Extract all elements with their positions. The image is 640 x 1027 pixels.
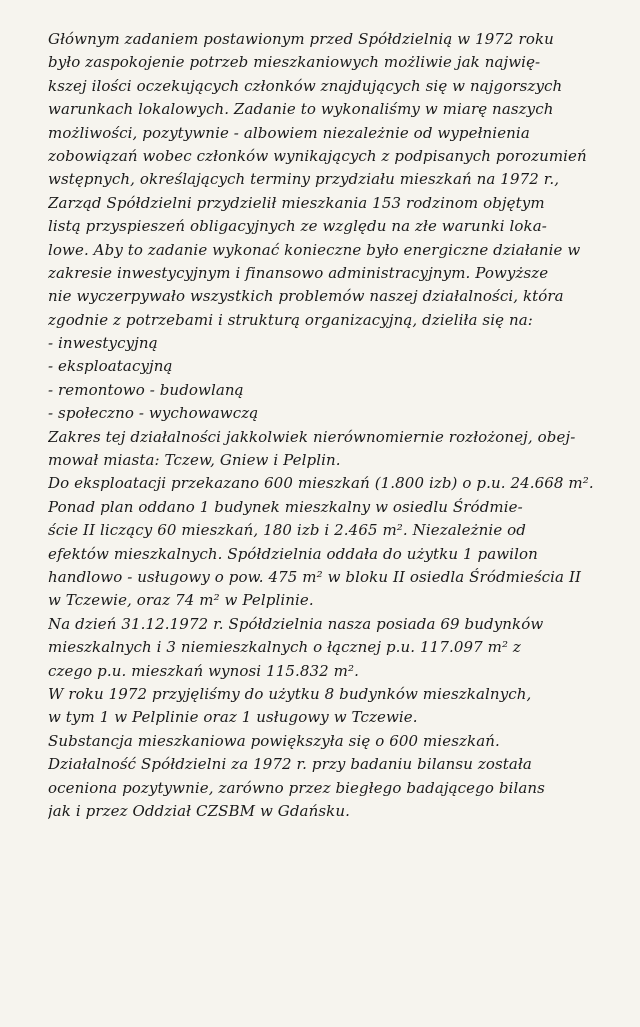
text-line: zobowiązań wobec członków wynikających z podpisanych porozumień bbox=[48, 146, 587, 165]
text-line: zgodnie z potrzebami i strukturą organizacyjną, dzieliła się na: bbox=[48, 310, 533, 329]
text-line: kszej ilości oczekujących członków znajdujących się w najgorszych bbox=[48, 76, 563, 95]
text-line: mował miasta: Tczew, Gniew i Pelplin. bbox=[48, 451, 341, 470]
list-item: - społeczno - wychowawczą bbox=[48, 404, 259, 423]
text-line: wstępnych, określających terminy przydziału mieszkań na 1972 r., bbox=[48, 170, 560, 189]
handwritten-text-body bbox=[48, 28, 608, 823]
text-line: lowe. Aby to zadanie wykonać konieczne było energiczne działanie w bbox=[48, 240, 581, 259]
text-line: możliwości, pozytywnie - albowiem niezależnie od wypełnienia bbox=[48, 123, 530, 142]
text-line: handlowo - usługowy o pow. 475 m² w bloku II osiedla Śródmieścia II bbox=[48, 567, 582, 586]
text-line: Na dzień 31.12.1972 r. Spółdzielnia nasza posiada 69 budynków bbox=[48, 614, 544, 633]
text-line: Ponad plan oddano 1 budynek mieszkalny w osiedlu Śródmie- bbox=[48, 497, 523, 516]
text-line: Substancja mieszkaniowa powiększyła się o 600 mieszkań. bbox=[48, 731, 500, 750]
text-line: oceniona pozytywnie, zarówno przez biegłego badającego bilans bbox=[48, 778, 545, 797]
text-line: warunkach lokalowych. Zadanie to wykonaliśmy w miarę naszych bbox=[48, 100, 554, 119]
text-line: listą przyspieszeń obligacyjnych ze względu na złe warunki loka- bbox=[48, 217, 547, 236]
text-line: w tym 1 w Pelplinie oraz 1 usługowy w Tczewie. bbox=[48, 708, 418, 727]
text-line: Głównym zadaniem postawionym przed Spółdzielnią w 1972 roku bbox=[48, 30, 554, 48]
text-line: ście II liczący 60 mieszkań, 180 izb i 2.465 m². Niezależnie od bbox=[48, 521, 527, 540]
text-line: było zaspokojenie potrzeb mieszkaniowych możliwie jak najwię- bbox=[48, 53, 541, 72]
text-line: mieszkalnych i 3 niemieszkalnych o łącznej p.u. 117.097 m² z bbox=[48, 638, 521, 657]
text-line: Do eksploatacji przekazano 600 mieszkań (1.800 izb) o p.u. 24.668 m². bbox=[48, 474, 594, 493]
text-line: W roku 1972 przyjęliśmy do użytku 8 budynków mieszkalnych, bbox=[48, 684, 532, 703]
text-line: zakresie inwestycyjnym i finansowo administracyjnym. Powyższe bbox=[48, 263, 549, 282]
text-line: czego p.u. mieszkań wynosi 115.832 m². bbox=[48, 661, 359, 680]
text-line: efektów mieszkalnych. Spółdzielnia oddała do użytku 1 pawilon bbox=[48, 544, 538, 563]
list-item: - eksploatacyjną bbox=[48, 357, 173, 376]
text-line: w Tczewie, oraz 74 m² w Pelplinie. bbox=[48, 591, 314, 610]
text-line: Zarząd Spółdzielni przydzielił mieszkania 153 rodzinom objętym bbox=[48, 193, 545, 212]
list-item: - remontowo - budowlaną bbox=[48, 380, 244, 399]
list-item: - inwestycyjną bbox=[48, 334, 158, 353]
text-line: Działalność Spółdzielni za 1972 r. przy badaniu bilansu została bbox=[48, 755, 532, 774]
text-line: jak i przez Oddział CZSBM w Gdańsku. bbox=[48, 801, 350, 820]
text-line: Zakres tej działalności jakkolwiek nierównomiernie rozłożonej, obej- bbox=[48, 427, 576, 446]
text-line: nie wyczerpywało wszystkich problemów naszej działalności, która bbox=[48, 287, 564, 306]
